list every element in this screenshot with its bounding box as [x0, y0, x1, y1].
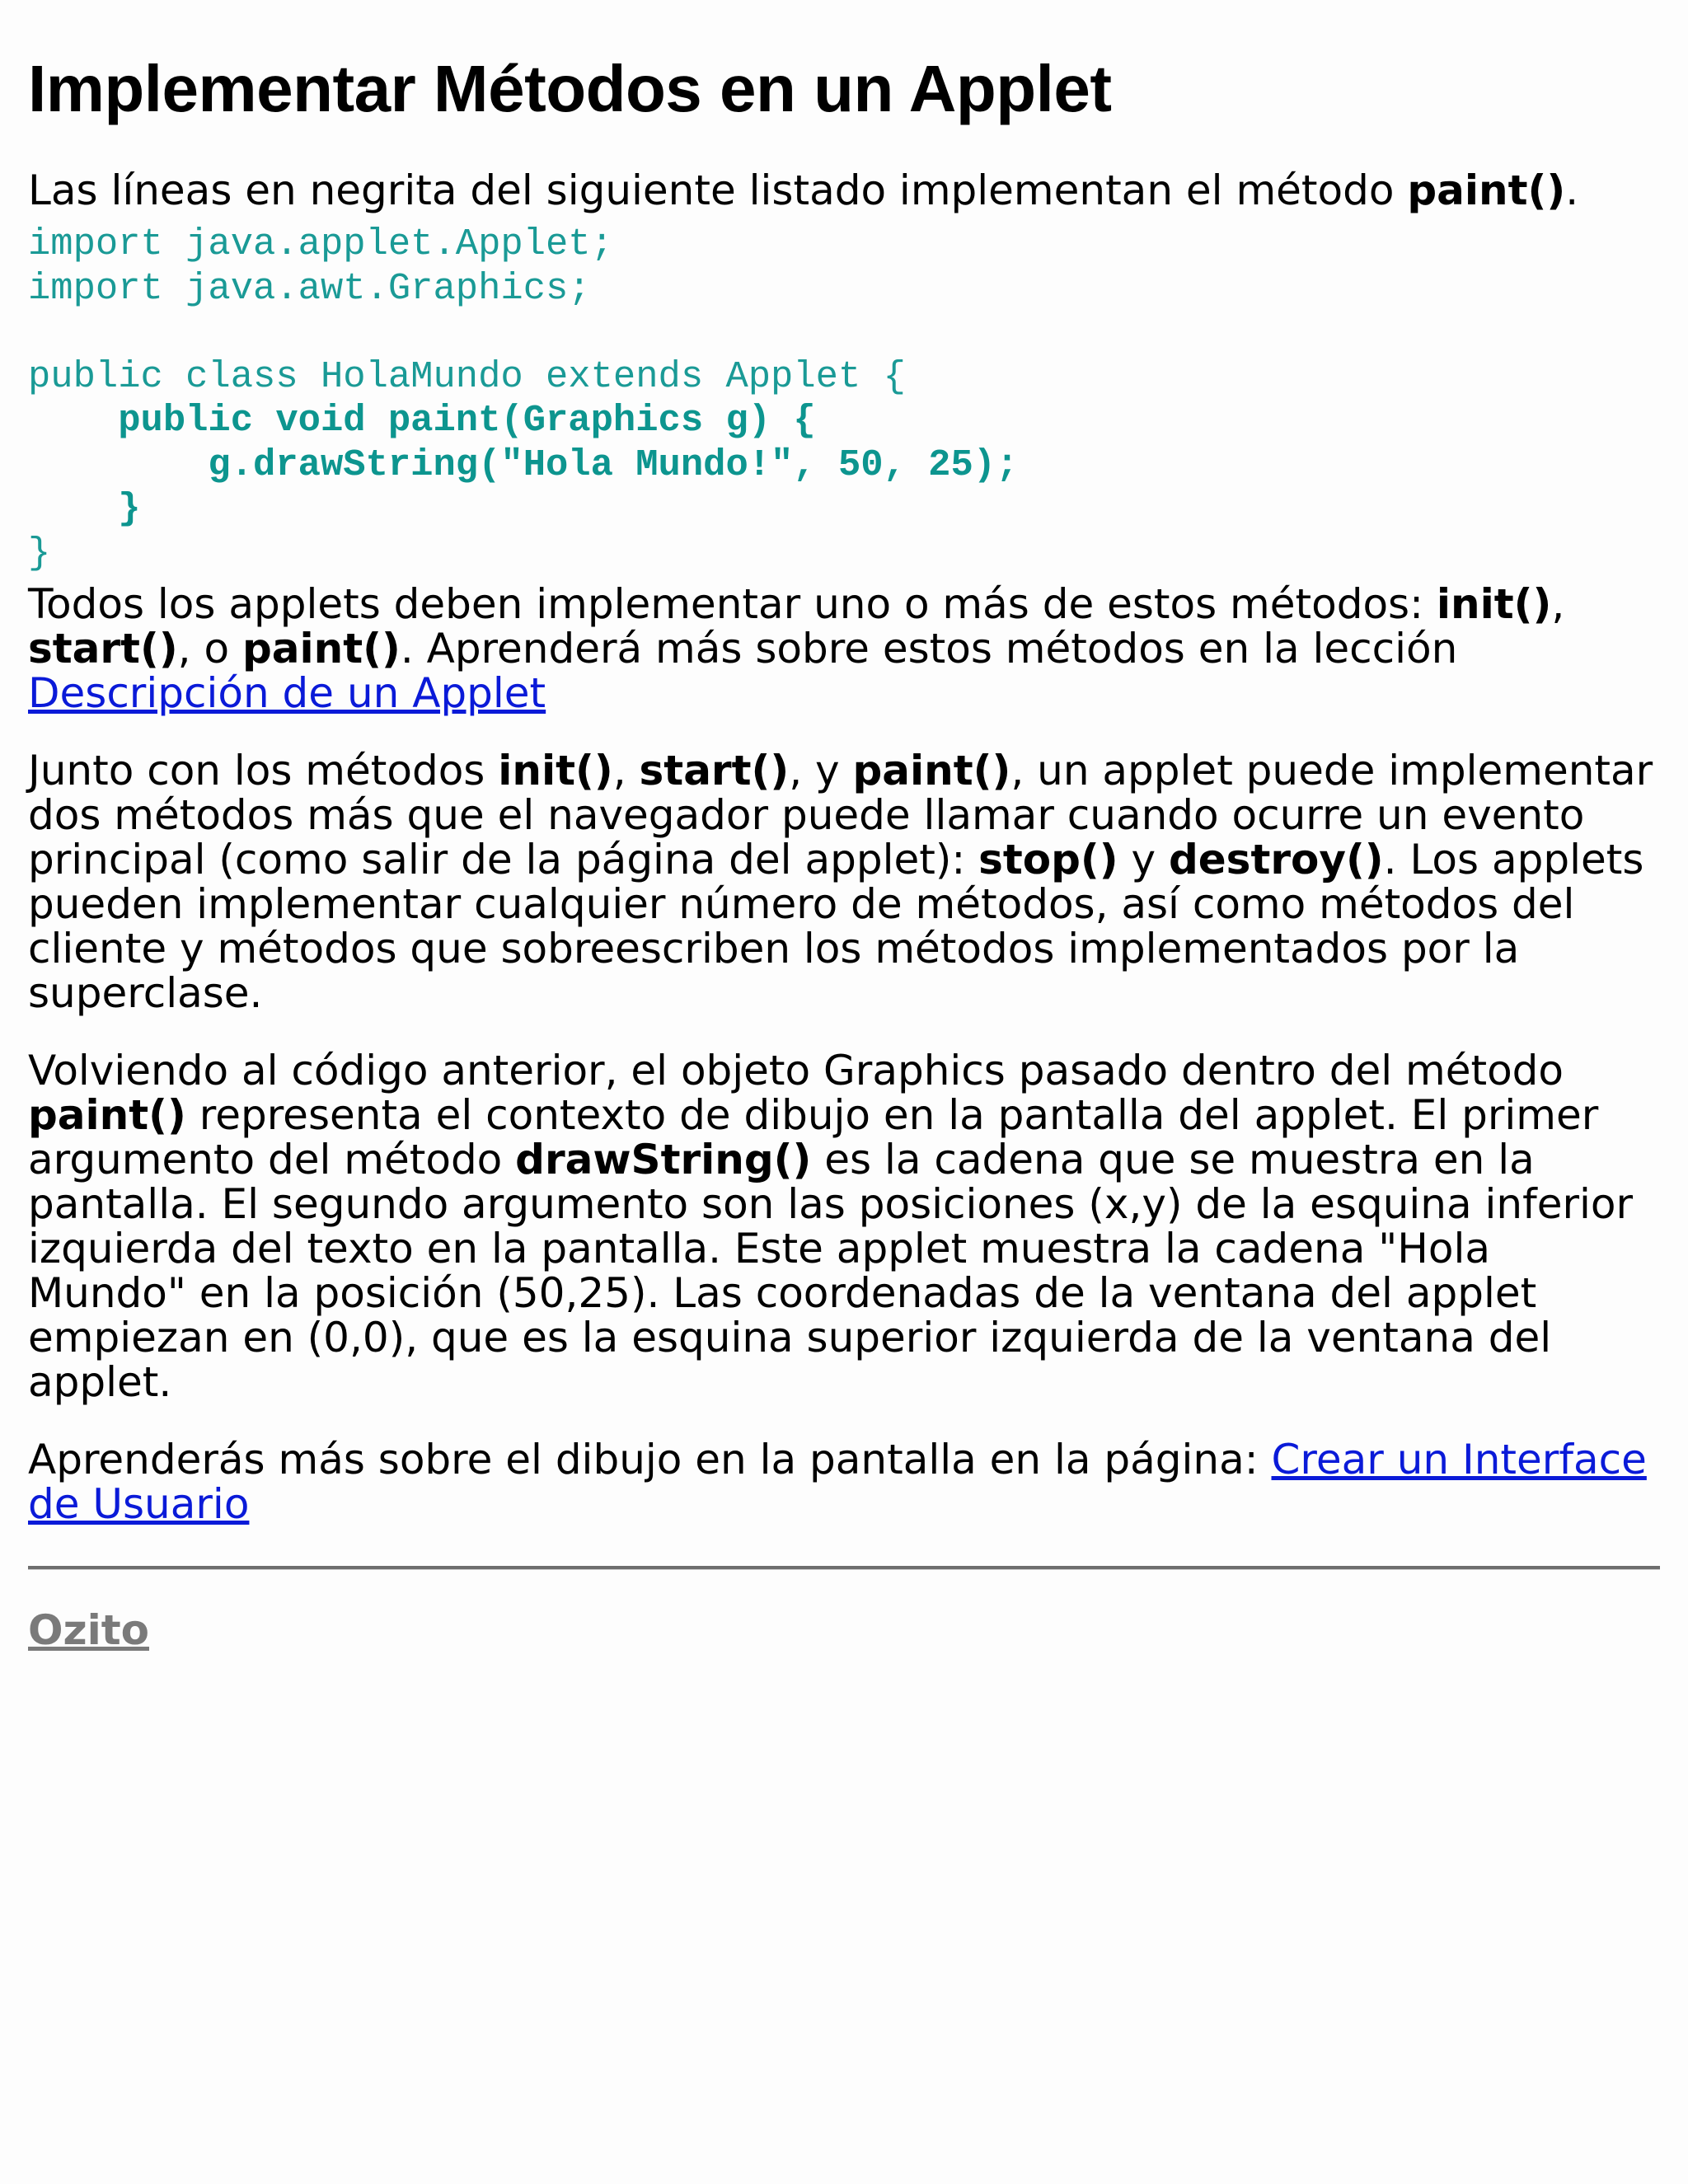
intro-text-end: . [1565, 166, 1579, 214]
para3-text-3: es la cadena que se muestra en la pantalla. El segundo argumento son las posiciones (x,y) de la esquina inferior izquierda del texto en la pantalla. Este applet muestra la cadena "Hola Mundo" en la posición (50,25). Las coordenadas de la ventana del applet empiezan en (0,0), que es la esquina superior izquierda de la ventana del applet. [28, 1136, 1634, 1406]
intro-paragraph [28, 168, 1660, 213]
para2-text-2: , [612, 747, 640, 794]
para2-bold-init: init() [498, 747, 613, 794]
intro-bold-method: paint() [1407, 166, 1566, 214]
para2-text-4: , un applet puede implementar dos métodos más que el navegador puede llamar cuando ocurre un evento principal (como salir de la página del applet): [28, 747, 1653, 883]
paragraph-learn-more [28, 1437, 1660, 1526]
para3-text-1: Volviendo al código anterior, el objeto Graphics pasado dentro del método [28, 1047, 1564, 1094]
para1-text-2: , [1551, 580, 1565, 628]
footer-link-ozito[interactable]: Ozito [28, 1606, 149, 1654]
para2-bold-destroy: destroy() [1168, 836, 1384, 883]
para2-text-6: . Los applets pueden implementar cualquier número de métodos, así como métodos del cliente y métodos que sobreescriben los métodos implementados por la superclase. [28, 836, 1644, 1017]
para4-text-1: Aprenderás más sobre el dibujo en la pantalla en la página: [28, 1436, 1272, 1483]
para1-text-1: Todos los applets deben implementar uno o más de estos métodos: [28, 580, 1437, 628]
link-descripcion-applet[interactable]: Descripción de un Applet [28, 669, 546, 717]
page-content [28, 0, 1660, 1652]
para3-bold-paint: paint() [28, 1091, 186, 1139]
code-listing [28, 223, 1660, 575]
para2-text-1: Junto con los métodos [28, 747, 499, 794]
para1-bold-paint: paint() [241, 625, 401, 673]
horizontal-divider [28, 1566, 1660, 1570]
para1-text-3: , o [177, 625, 242, 673]
code-line-7: } [28, 531, 51, 574]
para2-text-5: y [1118, 836, 1169, 883]
code-line-2: import java.awt.Graphics; [28, 266, 591, 310]
para2-bold-stop: stop() [978, 836, 1118, 883]
para2-text-3: , y [789, 747, 853, 794]
intro-text: Las líneas en negrita del siguiente listado implementan el método [28, 166, 1408, 214]
code-line-1: import java.applet.Applet; [28, 223, 613, 265]
code-line-3: public class HolaMundo extends Applet { [28, 354, 906, 398]
page-title: Implementar Métodos en un Applet [28, 52, 1112, 125]
para3-text-2: representa el contexto de dibujo en la pantalla del applet. El primer argumento del método [28, 1091, 1599, 1183]
code-line-4: public void paint(Graphics g) { [28, 399, 816, 442]
para1-bold-start: start() [28, 625, 178, 673]
paragraph-applet-methods [28, 582, 1660, 715]
code-line-5: g.drawString("Hola Mundo!", 50, 25); [28, 443, 1019, 486]
para1-text-4: . Aprenderá más sobre estos métodos en la lección [400, 625, 1458, 673]
paragraph-graphics-explanation [28, 1048, 1660, 1404]
para2-bold-start: start() [639, 747, 790, 794]
para3-bold-drawstring: drawString() [515, 1136, 812, 1183]
para1-bold-init: init() [1436, 580, 1552, 628]
link-crear-interface[interactable]: Crear un Interface de Usuario [28, 1436, 1647, 1528]
paragraph-more-methods [28, 748, 1660, 1015]
code-line-6: } [28, 487, 141, 530]
para2-bold-paint: paint() [852, 747, 1011, 794]
